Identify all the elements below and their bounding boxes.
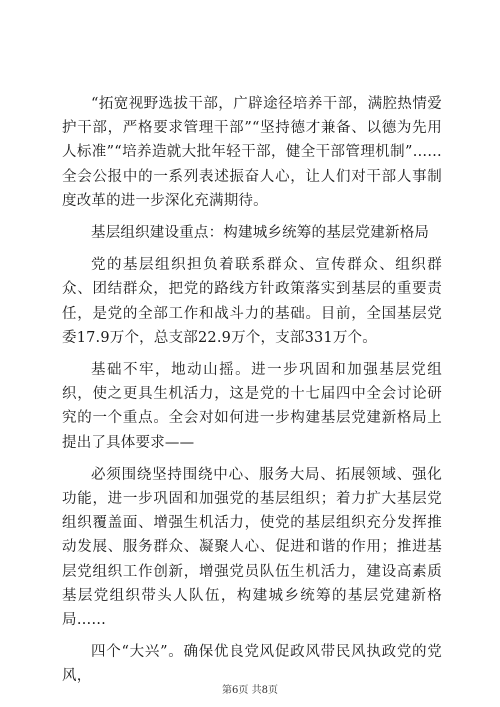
document-body <box>62 92 442 697</box>
paragraph-requirements: 必须围绕坚持围绕中心、服务大局、拓展领域、强化功能，进一步巩固和加强党的基层组织；着力扩大基层党组织覆盖面、增强生机活力，使党的基层组织充分发挥推动发展、服务群众、凝聚人心、促进和谐的作用；推进基层党组织工作创新，增强党员队伍生机活力，建设高素质基层党组织带头人队伍，构建城乡统筹的基层党建新格局…… <box>62 466 442 629</box>
section-heading-grassroots: 基层组织建设重点：构建城乡统筹的基层党建新格局 <box>91 225 430 242</box>
paragraph-grassroots-stats: 党的基层组织担负着联系群众、宣传群众、组织群众、团结群众，把党的路线方针政策落实到基层的重要责任，是党的全部工作和战斗力的基础。目前，全国基层党委17.9万个，总支部22.9万个，支部331万个。 <box>62 257 442 346</box>
paragraph-foundation: 基础不牢，地动山摇。进一步巩固和加强基层党组织，使之更具生机活力，这是党的十七届四中全会讨论研究的一个重点。全会对如何进一步构建基层党建新格局上提出了具体要求—— <box>62 362 442 451</box>
paragraph-cadre-reform: “拓宽视野选拔干部，广辟途径培养干部，满腔热情爱护干部，严格要求管理干部”“坚持德才兼备、以德为先用人标准”“培养造就大批年轻干部，健全干部管理机制”……全会公报中的一系列表述振奋人心，让人们对干部人事制度改革的进一步深化充满期待。 <box>62 96 442 209</box>
paragraph-four-dax: 四个“大兴”。确保优良党风促政风带民风执政党的党风， <box>62 644 442 685</box>
page-footer: 第6页 共8页 <box>222 685 278 696</box>
